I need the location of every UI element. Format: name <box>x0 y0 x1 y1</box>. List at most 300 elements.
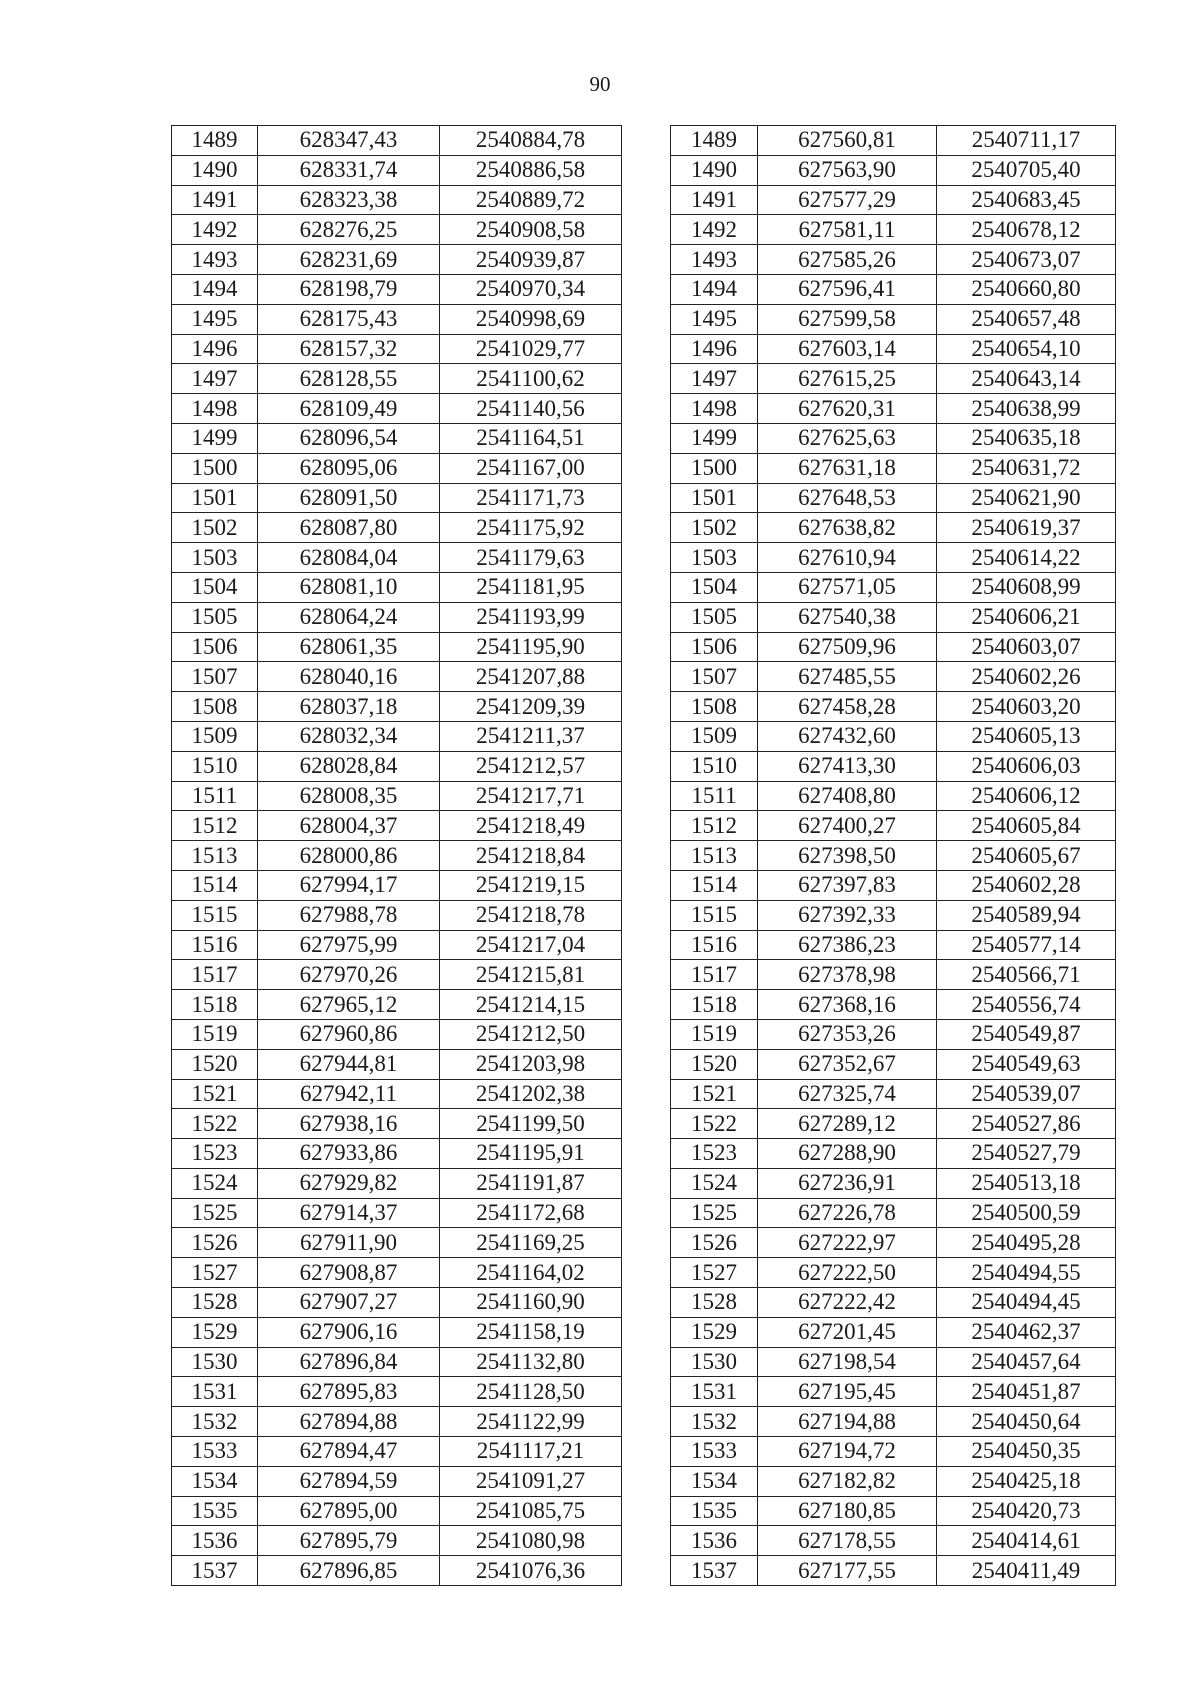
right-y-coordinate-cell: 2540414,61 <box>937 1526 1116 1556</box>
right-y-coordinate-cell: 2540608,99 <box>937 572 1116 602</box>
table-row <box>172 1049 1116 1079</box>
right-x-coordinate-cell: 627194,88 <box>758 1407 937 1437</box>
right-y-coordinate-cell: 2540683,45 <box>937 185 1116 215</box>
left-y-coordinate-cell: 2541117,21 <box>440 1437 622 1467</box>
table-row <box>172 1347 1116 1377</box>
left-point-number-cell: 1527 <box>172 1258 258 1288</box>
right-y-coordinate-cell: 2540527,79 <box>937 1139 1116 1169</box>
table-row <box>172 543 1116 573</box>
spacer-cell <box>622 1139 671 1169</box>
left-x-coordinate-cell: 628198,79 <box>258 274 440 304</box>
table-row <box>172 364 1116 394</box>
right-point-number-cell: 1505 <box>671 602 758 632</box>
right-point-number-cell: 1489 <box>671 126 758 156</box>
left-point-number-cell: 1500 <box>172 453 258 483</box>
spacer-cell <box>622 1109 671 1139</box>
right-y-coordinate-cell: 2540606,03 <box>937 751 1116 781</box>
left-y-coordinate-cell: 2541218,84 <box>440 841 622 871</box>
left-y-coordinate-cell: 2541100,62 <box>440 364 622 394</box>
right-y-coordinate-cell: 2540603,20 <box>937 692 1116 722</box>
right-point-number-cell: 1493 <box>671 245 758 275</box>
left-x-coordinate-cell: 627942,11 <box>258 1079 440 1109</box>
table-row <box>172 185 1116 215</box>
left-x-coordinate-cell: 627908,87 <box>258 1258 440 1288</box>
right-x-coordinate-cell: 627222,50 <box>758 1258 937 1288</box>
left-point-number-cell: 1523 <box>172 1139 258 1169</box>
left-point-number-cell: 1512 <box>172 811 258 841</box>
left-y-coordinate-cell: 2541191,87 <box>440 1168 622 1198</box>
right-point-number-cell: 1524 <box>671 1168 758 1198</box>
left-x-coordinate-cell: 628000,86 <box>258 841 440 871</box>
right-x-coordinate-cell: 627392,33 <box>758 900 937 930</box>
right-x-coordinate-cell: 627648,53 <box>758 483 937 513</box>
right-point-number-cell: 1522 <box>671 1109 758 1139</box>
left-point-number-cell: 1511 <box>172 781 258 811</box>
left-x-coordinate-cell: 628040,16 <box>258 662 440 692</box>
right-x-coordinate-cell: 627198,54 <box>758 1347 937 1377</box>
right-point-number-cell: 1506 <box>671 632 758 662</box>
left-point-number-cell: 1526 <box>172 1228 258 1258</box>
left-point-number-cell: 1513 <box>172 841 258 871</box>
left-x-coordinate-cell: 628008,35 <box>258 781 440 811</box>
right-y-coordinate-cell: 2540660,80 <box>937 274 1116 304</box>
right-point-number-cell: 1510 <box>671 751 758 781</box>
spacer-cell <box>622 960 671 990</box>
right-y-coordinate-cell: 2540678,12 <box>937 215 1116 245</box>
left-x-coordinate-cell: 628095,06 <box>258 453 440 483</box>
left-point-number-cell: 1535 <box>172 1496 258 1526</box>
left-y-coordinate-cell: 2541160,90 <box>440 1288 622 1318</box>
left-point-number-cell: 1503 <box>172 543 258 573</box>
left-x-coordinate-cell: 628331,74 <box>258 155 440 185</box>
left-x-coordinate-cell: 627988,78 <box>258 900 440 930</box>
right-x-coordinate-cell: 627596,41 <box>758 274 937 304</box>
left-y-coordinate-cell: 2541164,51 <box>440 423 622 453</box>
right-point-number-cell: 1500 <box>671 453 758 483</box>
right-x-coordinate-cell: 627353,26 <box>758 1019 937 1049</box>
left-y-coordinate-cell: 2541212,50 <box>440 1019 622 1049</box>
right-x-coordinate-cell: 627195,45 <box>758 1377 937 1407</box>
right-x-coordinate-cell: 627386,23 <box>758 930 937 960</box>
right-y-coordinate-cell: 2540603,07 <box>937 632 1116 662</box>
spacer-cell <box>622 781 671 811</box>
spacer-cell <box>622 483 671 513</box>
table-row <box>172 274 1116 304</box>
coordinates-table-body <box>172 126 1116 1586</box>
right-y-coordinate-cell: 2540495,28 <box>937 1228 1116 1258</box>
right-x-coordinate-cell: 627585,26 <box>758 245 937 275</box>
spacer-cell <box>622 304 671 334</box>
right-point-number-cell: 1496 <box>671 334 758 364</box>
table-row <box>172 394 1116 424</box>
right-x-coordinate-cell: 627620,31 <box>758 394 937 424</box>
table-row <box>172 692 1116 722</box>
table-row <box>172 1109 1116 1139</box>
right-point-number-cell: 1536 <box>671 1526 758 1556</box>
table-row <box>172 1168 1116 1198</box>
right-x-coordinate-cell: 627177,55 <box>758 1556 937 1586</box>
right-y-coordinate-cell: 2540451,87 <box>937 1377 1116 1407</box>
table-row <box>172 1258 1116 1288</box>
left-y-coordinate-cell: 2541167,00 <box>440 453 622 483</box>
right-x-coordinate-cell: 627603,14 <box>758 334 937 364</box>
spacer-cell <box>622 1377 671 1407</box>
right-y-coordinate-cell: 2540606,12 <box>937 781 1116 811</box>
left-point-number-cell: 1493 <box>172 245 258 275</box>
right-x-coordinate-cell: 627432,60 <box>758 721 937 751</box>
left-x-coordinate-cell: 627914,37 <box>258 1198 440 1228</box>
left-point-number-cell: 1499 <box>172 423 258 453</box>
right-point-number-cell: 1528 <box>671 1288 758 1318</box>
spacer-cell <box>622 1019 671 1049</box>
left-point-number-cell: 1520 <box>172 1049 258 1079</box>
left-x-coordinate-cell: 627994,17 <box>258 870 440 900</box>
left-x-coordinate-cell: 627894,47 <box>258 1437 440 1467</box>
table-row <box>172 572 1116 602</box>
left-x-coordinate-cell: 627960,86 <box>258 1019 440 1049</box>
table-row <box>172 245 1116 275</box>
left-point-number-cell: 1509 <box>172 721 258 751</box>
left-point-number-cell: 1519 <box>172 1019 258 1049</box>
left-x-coordinate-cell: 628028,84 <box>258 751 440 781</box>
right-y-coordinate-cell: 2540638,99 <box>937 394 1116 424</box>
left-point-number-cell: 1525 <box>172 1198 258 1228</box>
spacer-cell <box>622 185 671 215</box>
right-x-coordinate-cell: 627563,90 <box>758 155 937 185</box>
right-x-coordinate-cell: 627325,74 <box>758 1079 937 1109</box>
coordinates-table <box>171 125 1116 1586</box>
right-point-number-cell: 1520 <box>671 1049 758 1079</box>
left-x-coordinate-cell: 628231,69 <box>258 245 440 275</box>
left-x-coordinate-cell: 628109,49 <box>258 394 440 424</box>
left-point-number-cell: 1492 <box>172 215 258 245</box>
left-y-coordinate-cell: 2541195,91 <box>440 1139 622 1169</box>
table-row <box>172 870 1116 900</box>
table-row <box>172 215 1116 245</box>
right-point-number-cell: 1537 <box>671 1556 758 1586</box>
left-point-number-cell: 1514 <box>172 870 258 900</box>
right-point-number-cell: 1525 <box>671 1198 758 1228</box>
left-x-coordinate-cell: 627911,90 <box>258 1228 440 1258</box>
table-row <box>172 1437 1116 1467</box>
left-point-number-cell: 1517 <box>172 960 258 990</box>
left-point-number-cell: 1524 <box>172 1168 258 1198</box>
spacer-cell <box>622 423 671 453</box>
right-point-number-cell: 1527 <box>671 1258 758 1288</box>
spacer-cell <box>622 394 671 424</box>
table-row <box>172 632 1116 662</box>
right-y-coordinate-cell: 2540450,35 <box>937 1437 1116 1467</box>
left-point-number-cell: 1531 <box>172 1377 258 1407</box>
table-row <box>172 1407 1116 1437</box>
right-y-coordinate-cell: 2540673,07 <box>937 245 1116 275</box>
left-point-number-cell: 1504 <box>172 572 258 602</box>
left-point-number-cell: 1532 <box>172 1407 258 1437</box>
table-row <box>172 990 1116 1020</box>
left-point-number-cell: 1533 <box>172 1437 258 1467</box>
left-y-coordinate-cell: 2541091,27 <box>440 1466 622 1496</box>
right-y-coordinate-cell: 2540602,26 <box>937 662 1116 692</box>
left-point-number-cell: 1521 <box>172 1079 258 1109</box>
left-y-coordinate-cell: 2541212,57 <box>440 751 622 781</box>
right-x-coordinate-cell: 627226,78 <box>758 1198 937 1228</box>
right-y-coordinate-cell: 2540589,94 <box>937 900 1116 930</box>
spacer-cell <box>622 990 671 1020</box>
table-row <box>172 1496 1116 1526</box>
left-y-coordinate-cell: 2541085,75 <box>440 1496 622 1526</box>
left-y-coordinate-cell: 2541029,77 <box>440 334 622 364</box>
table-row <box>172 781 1116 811</box>
right-y-coordinate-cell: 2540619,37 <box>937 513 1116 543</box>
spacer-cell <box>622 811 671 841</box>
right-y-coordinate-cell: 2540425,18 <box>937 1466 1116 1496</box>
left-y-coordinate-cell: 2541202,38 <box>440 1079 622 1109</box>
right-x-coordinate-cell: 627378,98 <box>758 960 937 990</box>
right-x-coordinate-cell: 627485,55 <box>758 662 937 692</box>
left-y-coordinate-cell: 2540908,58 <box>440 215 622 245</box>
right-point-number-cell: 1499 <box>671 423 758 453</box>
right-x-coordinate-cell: 627599,58 <box>758 304 937 334</box>
left-point-number-cell: 1505 <box>172 602 258 632</box>
table-row <box>172 1317 1116 1347</box>
right-x-coordinate-cell: 627638,82 <box>758 513 937 543</box>
spacer-cell <box>622 1079 671 1109</box>
right-point-number-cell: 1515 <box>671 900 758 930</box>
left-x-coordinate-cell: 628004,37 <box>258 811 440 841</box>
left-x-coordinate-cell: 628347,43 <box>258 126 440 156</box>
right-x-coordinate-cell: 627615,25 <box>758 364 937 394</box>
right-y-coordinate-cell: 2540411,49 <box>937 1556 1116 1586</box>
left-y-coordinate-cell: 2541217,04 <box>440 930 622 960</box>
spacer-cell <box>622 274 671 304</box>
left-y-coordinate-cell: 2541181,95 <box>440 572 622 602</box>
left-y-coordinate-cell: 2540970,34 <box>440 274 622 304</box>
left-x-coordinate-cell: 627975,99 <box>258 930 440 960</box>
left-y-coordinate-cell: 2540889,72 <box>440 185 622 215</box>
right-point-number-cell: 1503 <box>671 543 758 573</box>
spacer-cell <box>622 751 671 781</box>
right-point-number-cell: 1502 <box>671 513 758 543</box>
left-point-number-cell: 1489 <box>172 126 258 156</box>
left-x-coordinate-cell: 627896,84 <box>258 1347 440 1377</box>
right-x-coordinate-cell: 627631,18 <box>758 453 937 483</box>
right-point-number-cell: 1497 <box>671 364 758 394</box>
spacer-cell <box>622 1258 671 1288</box>
left-point-number-cell: 1501 <box>172 483 258 513</box>
table-row <box>172 1079 1116 1109</box>
left-x-coordinate-cell: 627929,82 <box>258 1168 440 1198</box>
spacer-cell <box>622 364 671 394</box>
right-y-coordinate-cell: 2540605,84 <box>937 811 1116 841</box>
left-y-coordinate-cell: 2541076,36 <box>440 1556 622 1586</box>
left-y-coordinate-cell: 2540998,69 <box>440 304 622 334</box>
right-x-coordinate-cell: 627180,85 <box>758 1496 937 1526</box>
right-y-coordinate-cell: 2540631,72 <box>937 453 1116 483</box>
table-row <box>172 304 1116 334</box>
table-row <box>172 1228 1116 1258</box>
right-point-number-cell: 1516 <box>671 930 758 960</box>
left-point-number-cell: 1528 <box>172 1288 258 1318</box>
spacer-cell <box>622 1288 671 1318</box>
left-point-number-cell: 1502 <box>172 513 258 543</box>
left-x-coordinate-cell: 627894,88 <box>258 1407 440 1437</box>
spacer-cell <box>622 1556 671 1586</box>
table-row <box>172 721 1116 751</box>
spacer-cell <box>622 632 671 662</box>
right-y-coordinate-cell: 2540500,59 <box>937 1198 1116 1228</box>
left-y-coordinate-cell: 2541158,19 <box>440 1317 622 1347</box>
left-x-coordinate-cell: 628032,34 <box>258 721 440 751</box>
table-row <box>172 334 1116 364</box>
right-y-coordinate-cell: 2540556,74 <box>937 990 1116 1020</box>
spacer-cell <box>622 126 671 156</box>
left-point-number-cell: 1498 <box>172 394 258 424</box>
right-point-number-cell: 1531 <box>671 1377 758 1407</box>
left-y-coordinate-cell: 2541214,15 <box>440 990 622 1020</box>
left-point-number-cell: 1515 <box>172 900 258 930</box>
right-x-coordinate-cell: 627182,82 <box>758 1466 937 1496</box>
left-y-coordinate-cell: 2541209,39 <box>440 692 622 722</box>
spacer-cell <box>622 543 671 573</box>
table-row <box>172 1466 1116 1496</box>
right-y-coordinate-cell: 2540643,14 <box>937 364 1116 394</box>
left-x-coordinate-cell: 627965,12 <box>258 990 440 1020</box>
left-y-coordinate-cell: 2540884,78 <box>440 126 622 156</box>
left-y-coordinate-cell: 2541122,99 <box>440 1407 622 1437</box>
table-row <box>172 126 1116 156</box>
right-y-coordinate-cell: 2540654,10 <box>937 334 1116 364</box>
left-y-coordinate-cell: 2541171,73 <box>440 483 622 513</box>
left-x-coordinate-cell: 628323,38 <box>258 185 440 215</box>
right-point-number-cell: 1513 <box>671 841 758 871</box>
table-row <box>172 1556 1116 1586</box>
right-x-coordinate-cell: 627413,30 <box>758 751 937 781</box>
table-row <box>172 155 1116 185</box>
table-row <box>172 930 1116 960</box>
right-x-coordinate-cell: 627610,94 <box>758 543 937 573</box>
right-point-number-cell: 1529 <box>671 1317 758 1347</box>
spacer-cell <box>622 572 671 602</box>
right-x-coordinate-cell: 627397,83 <box>758 870 937 900</box>
left-x-coordinate-cell: 628096,54 <box>258 423 440 453</box>
right-x-coordinate-cell: 627289,12 <box>758 1109 937 1139</box>
spacer-cell <box>622 453 671 483</box>
right-x-coordinate-cell: 627577,29 <box>758 185 937 215</box>
left-y-coordinate-cell: 2541080,98 <box>440 1526 622 1556</box>
right-point-number-cell: 1523 <box>671 1139 758 1169</box>
table-row <box>172 453 1116 483</box>
left-point-number-cell: 1516 <box>172 930 258 960</box>
left-point-number-cell: 1518 <box>172 990 258 1020</box>
left-y-coordinate-cell: 2541211,37 <box>440 721 622 751</box>
spacer-cell <box>622 692 671 722</box>
left-point-number-cell: 1490 <box>172 155 258 185</box>
left-x-coordinate-cell: 627894,59 <box>258 1466 440 1496</box>
table-row <box>172 602 1116 632</box>
right-y-coordinate-cell: 2540494,55 <box>937 1258 1116 1288</box>
right-point-number-cell: 1533 <box>671 1437 758 1467</box>
left-y-coordinate-cell: 2541203,98 <box>440 1049 622 1079</box>
right-point-number-cell: 1535 <box>671 1496 758 1526</box>
table-row <box>172 751 1116 781</box>
left-y-coordinate-cell: 2541128,50 <box>440 1377 622 1407</box>
left-point-number-cell: 1495 <box>172 304 258 334</box>
right-y-coordinate-cell: 2540705,40 <box>937 155 1116 185</box>
left-x-coordinate-cell: 628081,10 <box>258 572 440 602</box>
left-y-coordinate-cell: 2541217,71 <box>440 781 622 811</box>
right-y-coordinate-cell: 2540711,17 <box>937 126 1116 156</box>
left-x-coordinate-cell: 628087,80 <box>258 513 440 543</box>
left-y-coordinate-cell: 2541215,81 <box>440 960 622 990</box>
left-x-coordinate-cell: 628175,43 <box>258 304 440 334</box>
spacer-cell <box>622 1496 671 1526</box>
right-point-number-cell: 1490 <box>671 155 758 185</box>
left-y-coordinate-cell: 2541140,56 <box>440 394 622 424</box>
left-y-coordinate-cell: 2541207,88 <box>440 662 622 692</box>
right-y-coordinate-cell: 2540549,87 <box>937 1019 1116 1049</box>
right-x-coordinate-cell: 627178,55 <box>758 1526 937 1556</box>
table-row <box>172 1198 1116 1228</box>
left-x-coordinate-cell: 627895,83 <box>258 1377 440 1407</box>
page-number: 90 <box>589 72 611 96</box>
left-x-coordinate-cell: 628157,32 <box>258 334 440 364</box>
left-y-coordinate-cell: 2541218,49 <box>440 811 622 841</box>
right-y-coordinate-cell: 2540420,73 <box>937 1496 1116 1526</box>
left-y-coordinate-cell: 2541172,68 <box>440 1198 622 1228</box>
spacer-cell <box>622 1317 671 1347</box>
right-x-coordinate-cell: 627222,97 <box>758 1228 937 1258</box>
right-x-coordinate-cell: 627222,42 <box>758 1288 937 1318</box>
right-point-number-cell: 1526 <box>671 1228 758 1258</box>
table-row <box>172 841 1116 871</box>
right-y-coordinate-cell: 2540657,48 <box>937 304 1116 334</box>
right-point-number-cell: 1504 <box>671 572 758 602</box>
table-row <box>172 811 1116 841</box>
right-x-coordinate-cell: 627288,90 <box>758 1139 937 1169</box>
spacer-cell <box>622 1526 671 1556</box>
right-x-coordinate-cell: 627368,16 <box>758 990 937 1020</box>
right-x-coordinate-cell: 627408,80 <box>758 781 937 811</box>
left-x-coordinate-cell: 627896,85 <box>258 1556 440 1586</box>
right-point-number-cell: 1507 <box>671 662 758 692</box>
spacer-cell <box>622 900 671 930</box>
spacer-cell <box>622 1347 671 1377</box>
left-point-number-cell: 1494 <box>172 274 258 304</box>
right-y-coordinate-cell: 2540566,71 <box>937 960 1116 990</box>
spacer-cell <box>622 1198 671 1228</box>
right-point-number-cell: 1509 <box>671 721 758 751</box>
left-y-coordinate-cell: 2541132,80 <box>440 1347 622 1377</box>
spacer-cell <box>622 662 671 692</box>
right-point-number-cell: 1518 <box>671 990 758 1020</box>
spacer-cell <box>622 1437 671 1467</box>
left-point-number-cell: 1510 <box>172 751 258 781</box>
right-y-coordinate-cell: 2540605,13 <box>937 721 1116 751</box>
left-point-number-cell: 1537 <box>172 1556 258 1586</box>
spacer-cell <box>622 215 671 245</box>
left-x-coordinate-cell: 627944,81 <box>258 1049 440 1079</box>
left-y-coordinate-cell: 2541199,50 <box>440 1109 622 1139</box>
left-x-coordinate-cell: 628037,18 <box>258 692 440 722</box>
right-y-coordinate-cell: 2540450,64 <box>937 1407 1116 1437</box>
right-y-coordinate-cell: 2540494,45 <box>937 1288 1116 1318</box>
right-x-coordinate-cell: 627201,45 <box>758 1317 937 1347</box>
left-y-coordinate-cell: 2541164,02 <box>440 1258 622 1288</box>
spacer-cell <box>622 1168 671 1198</box>
right-point-number-cell: 1512 <box>671 811 758 841</box>
right-point-number-cell: 1511 <box>671 781 758 811</box>
table-row <box>172 1377 1116 1407</box>
